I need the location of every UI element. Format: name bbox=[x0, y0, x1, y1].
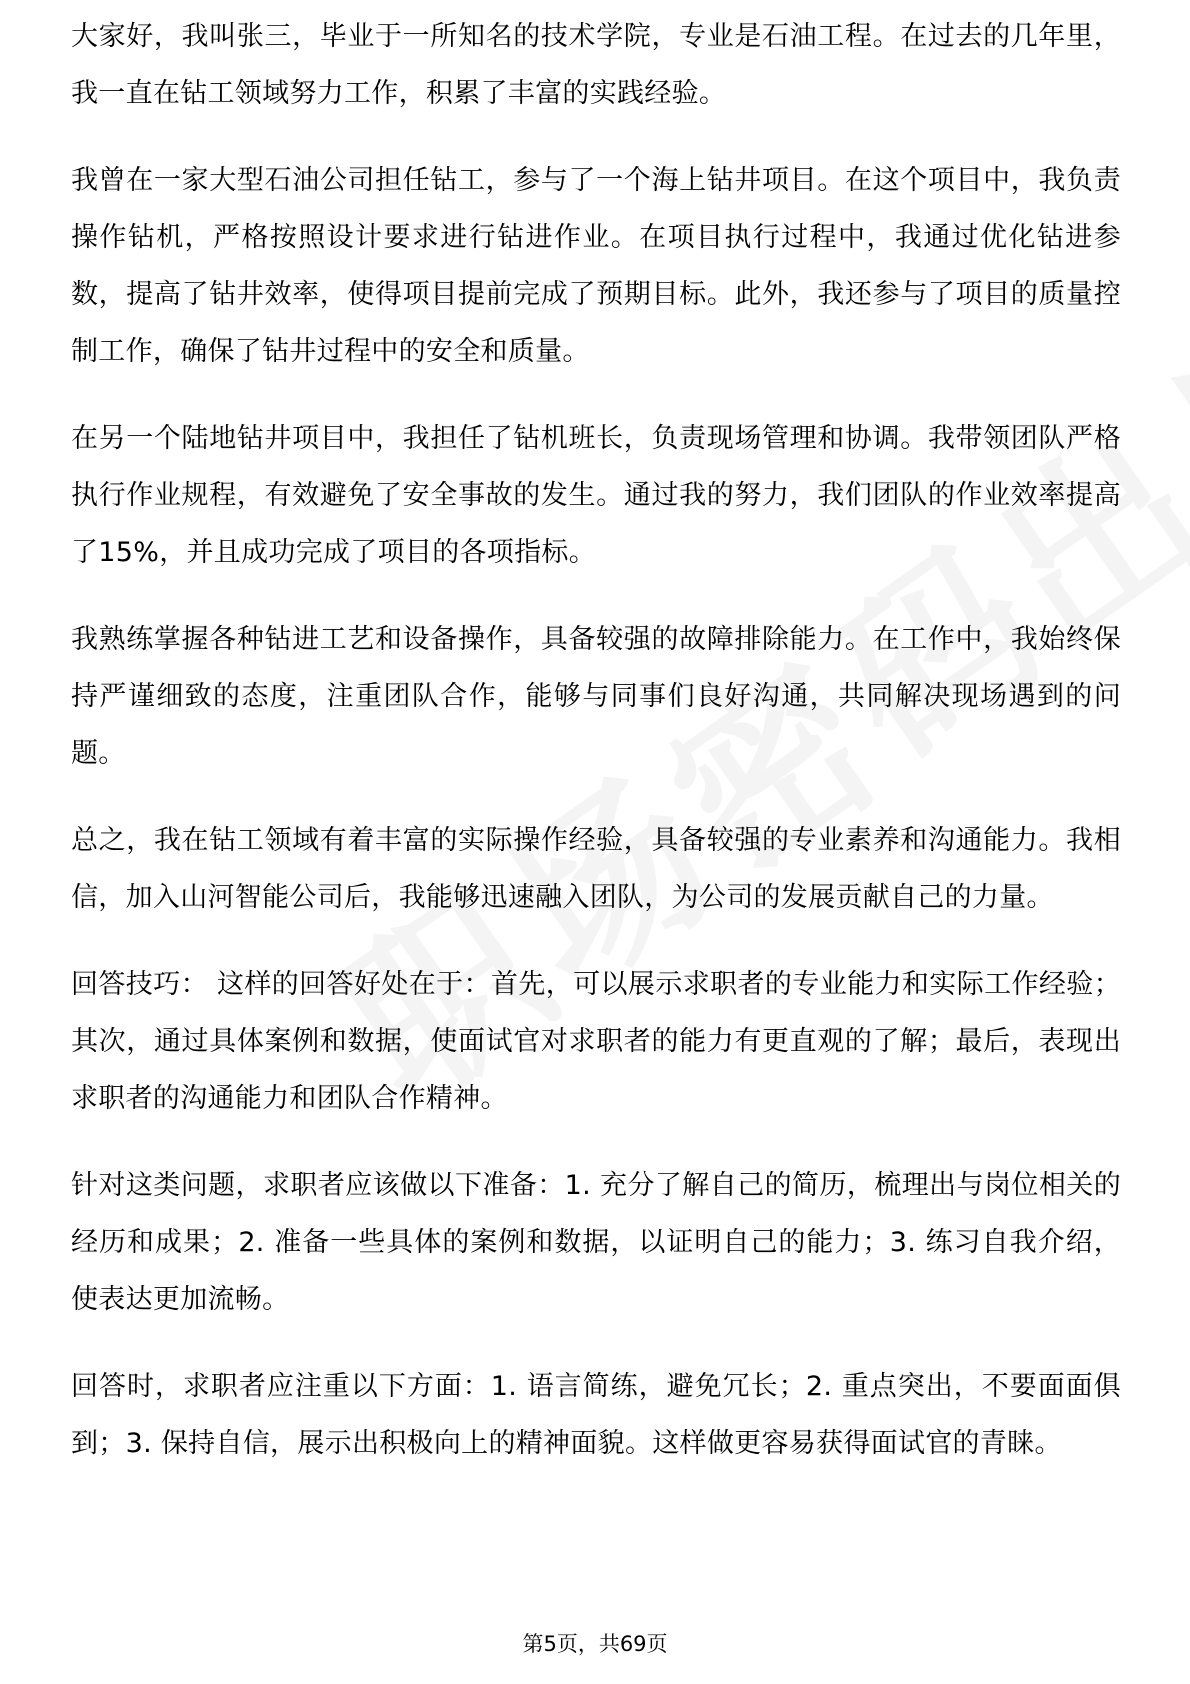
paragraph-answer-focus: 回答时，求职者应注重以下方面：1. 语言简练，避免冗长；2. 重点突出，不要面面俱到；3. 保持自信，展示出积极向上的精神面貌。这样做更容易获得面试官的青睐。 bbox=[71, 1371, 1121, 1459]
paragraph-answer-tips: 回答技巧： 这样的回答好处在于：首先，可以展示求职者的专业能力和实际工作经验；其次，通过具体案例和数据，使面试官对求职者的能力有更直观的了解；最后，表现出求职者的沟通能力和团队合作精神。 bbox=[71, 969, 1121, 1114]
paragraph-intro: 大家好，我叫张三，毕业于一所知名的技术学院，专业是石油工程。在过去的几年里，我一直在钻工领域努力工作，积累了丰富的实践经验。 bbox=[71, 21, 1121, 109]
paragraph-land-project: 在另一个陆地钻井项目中，我担任了钻机班长，负责现场管理和协调。我带领团队严格执行作业规程，有效避免了安全事故的发生。通过我的努力，我们团队的作业效率提高了15%，并且成功完成了项目的各项指标。 bbox=[71, 423, 1121, 568]
page-number: 第5页，共69页 bbox=[522, 1632, 668, 1656]
paragraph-skills: 我熟练掌握各种钻进工艺和设备操作，具备较强的故障排除能力。在工作中，我始终保持严谨细致的态度，注重团队合作，能够与同事们良好沟通，共同解决现场遇到的问题。 bbox=[71, 624, 1121, 769]
paragraph-preparation: 针对这类问题，求职者应该做以下准备：1. 充分了解自己的简历，梳理出与岗位相关的经历和成果；2. 准备一些具体的案例和数据，以证明自己的能力；3. 练习自我介绍，使表达更加流畅。 bbox=[71, 1170, 1122, 1315]
paragraph-offshore-project: 我曾在一家大型石油公司担任钻工，参与了一个海上钻井项目。在这个项目中，我负责操作钻机，严格按照设计要求进行钻进作业。在项目执行过程中，我通过优化钻进参数，提高了钻井效率，使得项目提前完成了预期目标。此外，我还参与了项目的质量控制工作，确保了钻井过程中的安全和质量。 bbox=[71, 165, 1121, 367]
document-body bbox=[71, 21, 1122, 1502]
paragraph-summary: 总之，我在钻工领域有着丰富的实际操作经验，具备较强的专业素养和沟通能力。我相信，加入山河智能公司后，我能够迅速融入团队，为公司的发展贡献自己的力量。 bbox=[71, 825, 1121, 913]
